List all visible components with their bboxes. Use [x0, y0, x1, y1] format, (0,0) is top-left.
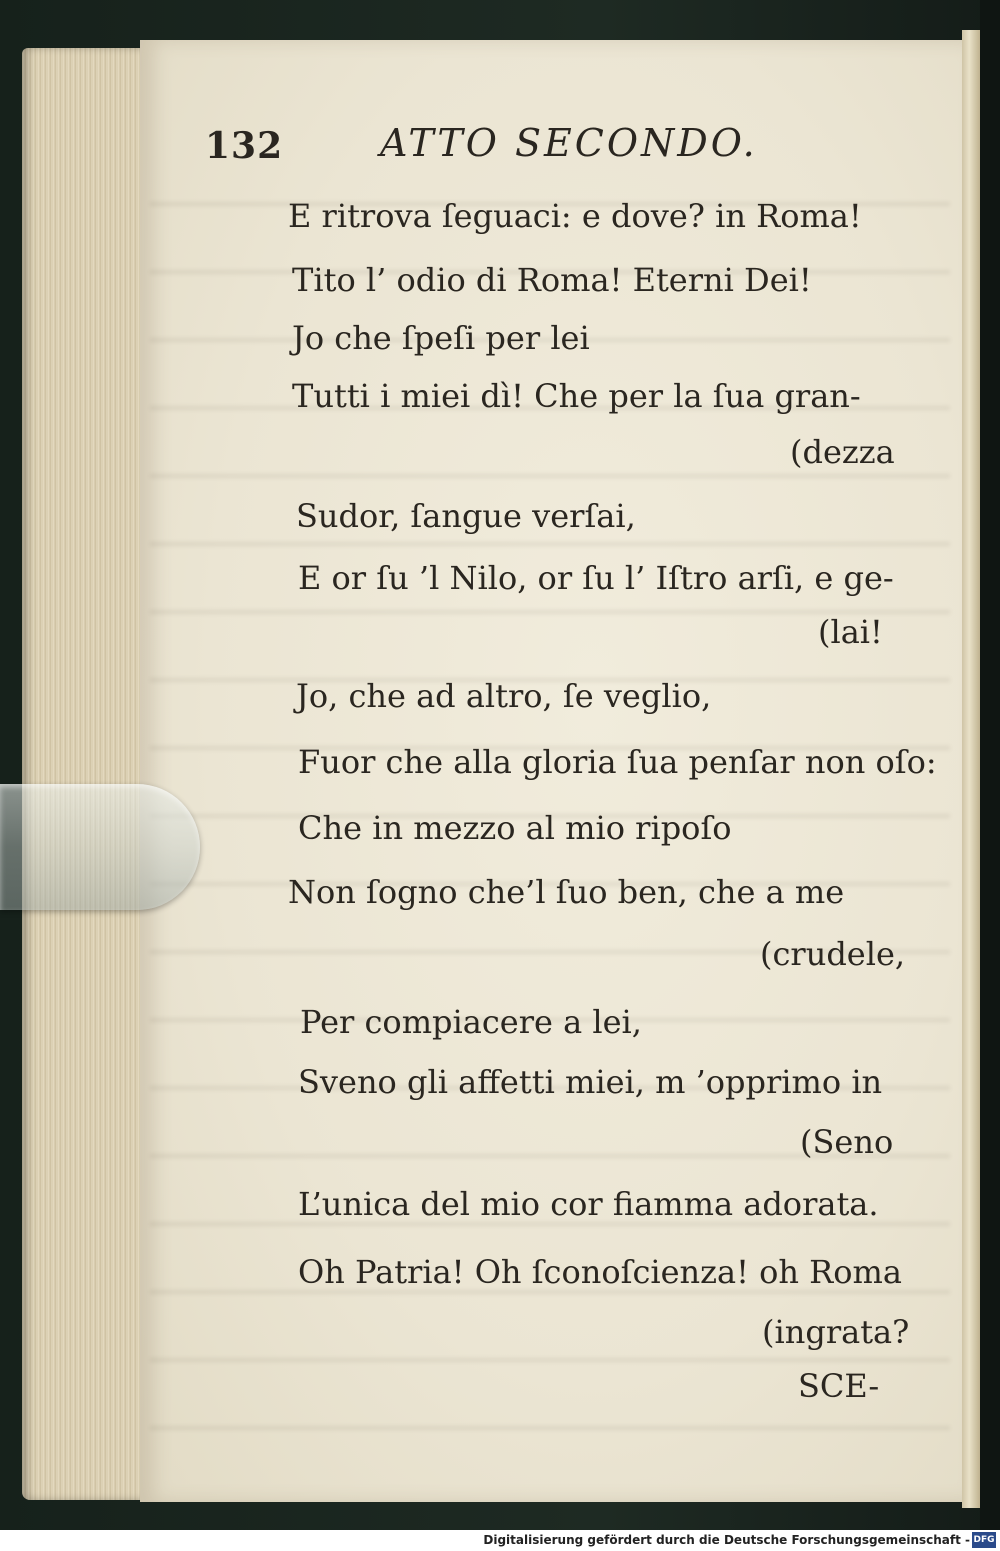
text-line: L’unica del mio cor fiamma adorata. [298, 1185, 879, 1223]
text-line: Che in mezzo al mio ripoſo [298, 809, 732, 847]
text-line: Jo che ſpeſi per lei [292, 319, 590, 357]
text-line-continuation: (ingrata? [762, 1313, 910, 1351]
dfg-logo: DFG [972, 1532, 996, 1548]
funding-credit: Digitalisierung gefördert durch die Deutsche Forschungsgemeinschaft - [483, 1533, 970, 1547]
text-line: E ritrova ſeguaci: e dove? in Roma! [288, 197, 862, 235]
running-title: ATTO SECONDO. [380, 121, 758, 165]
page-edges [22, 48, 142, 1500]
text-line-continuation: (lai! [818, 613, 883, 651]
right-page-edge [962, 30, 980, 1508]
text-line: Tutti i miei dì! Che per la ſua gran- [292, 377, 861, 415]
page-clamp [0, 784, 200, 910]
text-line: Tito l’ odio di Roma! Eterni Dei! [292, 261, 812, 299]
text-line-continuation: (dezza [790, 433, 895, 471]
text-line-continuation: (Seno [800, 1123, 894, 1161]
text-line: Non ſogno che’l ſuo ben, che a me [288, 873, 845, 911]
catchword: SCE- [798, 1367, 880, 1405]
text-line: Oh Patria! Oh ſconoſcienza! oh Roma [298, 1253, 902, 1291]
text-line: Per compiacere a lei, [300, 1003, 642, 1041]
text-line: Sudor, ſangue verſai, [296, 497, 636, 535]
page-number: 132 [205, 125, 284, 167]
text-line: Fuor che alla gloria ſua penſar non oſo: [298, 743, 937, 781]
text-line: Jo, che ad altro, ſe veglio, [296, 677, 712, 715]
text-line: Sveno gli affetti miei, m ’opprimo in [298, 1063, 883, 1101]
text-line-continuation: (crudele, [760, 935, 906, 973]
text-line: E or ſu ’l Nilo, or ſu l’ Iſtro arſi, e ge- [298, 559, 894, 597]
book-cover-edge [980, 0, 1000, 1551]
